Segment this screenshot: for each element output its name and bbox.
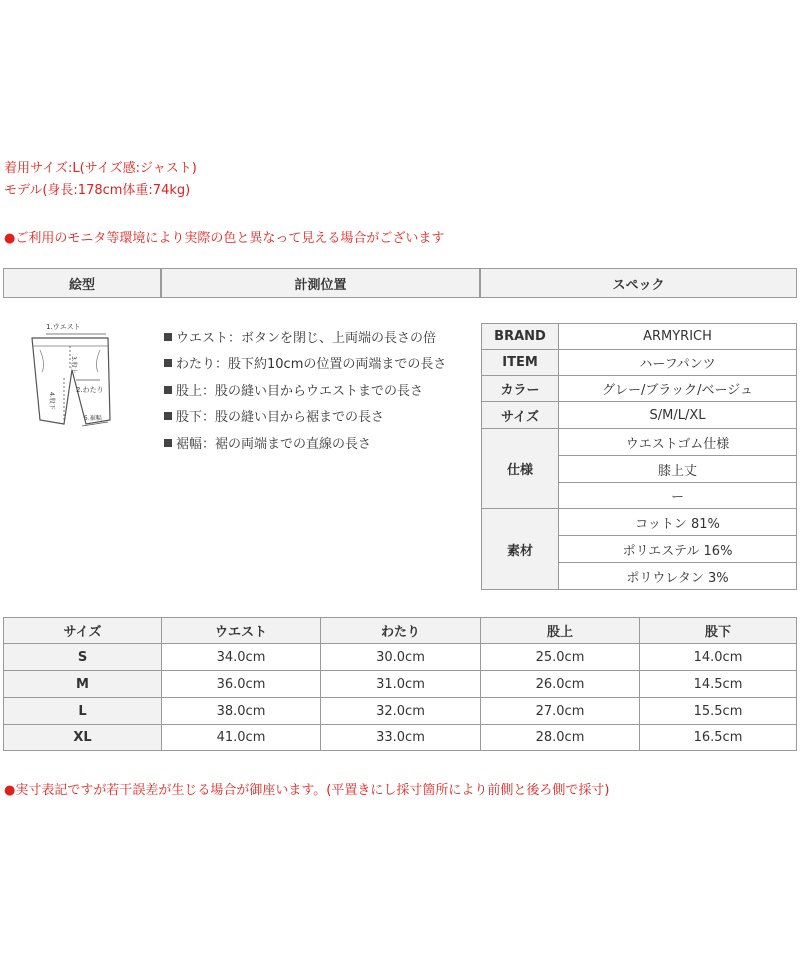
size-table-row-label: S — [3, 643, 162, 671]
size-table-header: わたり — [320, 617, 481, 644]
measure-thigh: わたり：股下約10cmの位置の両端までの長さ — [164, 353, 446, 372]
size-table-header: 股上 — [480, 617, 640, 644]
size-table-header: 股下 — [639, 617, 797, 644]
size-table-cell: 16.5cm — [639, 724, 797, 751]
size-table-cell: 26.0cm — [480, 670, 640, 698]
measure-waist: ウエスト：ボタンを閉じ、上両端の長さの倍 — [164, 327, 436, 346]
size-table-cell: 34.0cm — [161, 643, 321, 671]
size-table-header: サイズ — [3, 617, 162, 644]
header-position: 計測位置 — [161, 268, 480, 298]
bullet-square-icon — [164, 333, 172, 341]
measure-inseam: 股下：股の縫い目から裾までの長さ — [164, 406, 384, 425]
size-table-row-label: XL — [3, 724, 162, 751]
bullet-square-icon — [164, 412, 172, 420]
figure-label-waist: 1.ウエスト — [46, 323, 81, 331]
size-table-row-label: L — [3, 697, 162, 725]
spec-item-label: ITEM — [481, 349, 559, 376]
size-table-cell: 41.0cm — [161, 724, 321, 751]
size-table-cell: 32.0cm — [320, 697, 481, 725]
bullet-square-icon — [164, 359, 172, 367]
figure-label-hem: 5.裾幅 — [84, 415, 102, 422]
spec-color-label: カラー — [481, 375, 559, 402]
model-size-text: 着用サイズ:L(サイズ感:ジャスト) — [4, 161, 197, 176]
figure-label-thigh: 2.わたり — [76, 386, 104, 394]
size-table-cell: 38.0cm — [161, 697, 321, 725]
color-notice: ●ご利用のモニタ等環境により実際の色と異なって見える場合がございます — [4, 231, 445, 246]
figure-label-rise: 3.股上 — [70, 356, 77, 374]
spec-size-label: サイズ — [481, 401, 559, 429]
size-table-header: ウエスト — [161, 617, 321, 644]
figure-label-inseam: 4.股下 — [48, 392, 55, 410]
spec-feature-3: ー — [558, 482, 797, 509]
bullet-square-icon — [164, 386, 172, 394]
bullet-square-icon — [164, 439, 172, 447]
measure-hem: 裾幅：裾の両端までの直線の長さ — [164, 433, 371, 452]
spec-item-value: ハーフパンツ — [558, 349, 797, 376]
spec-feature-label: 仕様 — [481, 428, 559, 509]
spec-material-3: ポリウレタン 3% — [558, 562, 797, 590]
spec-feature-2: 膝上丈 — [558, 455, 797, 483]
header-figure: 絵型 — [3, 268, 161, 298]
spec-material-1: コットン 81% — [558, 508, 797, 536]
size-table-cell: 31.0cm — [320, 670, 481, 698]
size-table-cell: 14.0cm — [639, 643, 797, 671]
size-notice: ●実寸表記ですが若干誤差が生じる場合が御座います。(平置きにし採寸箇所により前側と後ろ側で採寸) — [4, 783, 610, 798]
spec-size-value: S/M/L/XL — [558, 401, 797, 429]
header-spec: スペック — [480, 268, 797, 298]
spec-material-2: ポリエステル 16% — [558, 535, 797, 563]
size-table-cell: 27.0cm — [480, 697, 640, 725]
size-table-row-label: M — [3, 670, 162, 698]
spec-brand-label: BRAND — [481, 323, 559, 350]
size-table-cell: 14.5cm — [639, 670, 797, 698]
size-table-cell: 25.0cm — [480, 643, 640, 671]
size-table-cell: 30.0cm — [320, 643, 481, 671]
size-table-cell: 36.0cm — [161, 670, 321, 698]
model-height-text: モデル(身長:178cm体重:74kg) — [4, 183, 191, 198]
shorts-diagram — [20, 320, 130, 430]
spec-brand-value: ARMYRICH — [558, 323, 797, 350]
size-table-cell: 28.0cm — [480, 724, 640, 751]
measure-rise: 股上：股の縫い目からウエストまでの長さ — [164, 380, 423, 399]
size-table-cell: 15.5cm — [639, 697, 797, 725]
spec-feature-1: ウエストゴム仕様 — [558, 428, 797, 456]
spec-color-value: グレー/ブラック/ベージュ — [558, 375, 797, 402]
size-table-cell: 33.0cm — [320, 724, 481, 751]
spec-material-label: 素材 — [481, 508, 559, 590]
